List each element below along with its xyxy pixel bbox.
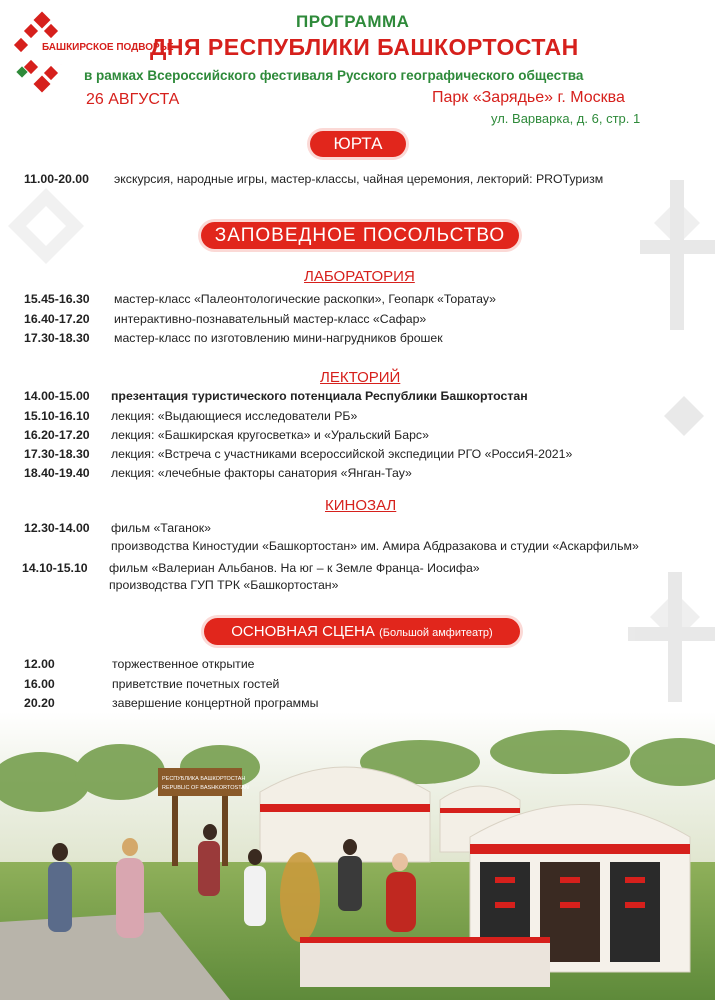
sign-text-en: REPUBLIC OF BASHKORTOSTAN xyxy=(162,785,249,791)
program-heading: ПРОГРАММА xyxy=(296,12,410,31)
ornament-right-icon xyxy=(640,180,715,330)
subsection-kinozal: КИНОЗАЛ xyxy=(325,497,397,514)
event-address: ул. Варварка, д. 6, стр. 1 xyxy=(491,111,641,126)
subsection-laboratoriya: ЛАБОРАТОРИЯ xyxy=(304,268,415,285)
logo-text: БАШКИРСКОЕ ПОДВОРЬЕ xyxy=(42,42,174,53)
page-subtitle: в рамках Всероссийского фестиваля Русского географического общества xyxy=(84,68,584,83)
ornament-left-icon xyxy=(8,188,84,278)
page-title: ДНЯ РЕСПУБЛИКИ БАШКОРТОСТАН xyxy=(150,34,579,60)
section-zapovednoe-badge: ЗАПОВЕДНОЕ ПОСОЛЬСТВО xyxy=(201,222,519,249)
subsection-lektoriy: ЛЕКТОРИЙ xyxy=(320,369,401,386)
event-place: Парк «Зарядье» г. Москва xyxy=(432,89,625,106)
ornament-right-small-icon xyxy=(664,396,704,436)
section-yurta-badge: ЮРТА xyxy=(310,131,406,157)
sign-text-ru: РЕСПУБЛИКА БАШКОРТОСТАН xyxy=(162,776,246,782)
event-date: 26 АВГУСТА xyxy=(86,91,180,108)
festival-photo xyxy=(0,712,715,1000)
ornament-right-lower-icon xyxy=(628,572,715,702)
section-scene-badge: ОСНОВНАЯ СЦЕНА (Большой амфитеатр) xyxy=(204,618,520,645)
